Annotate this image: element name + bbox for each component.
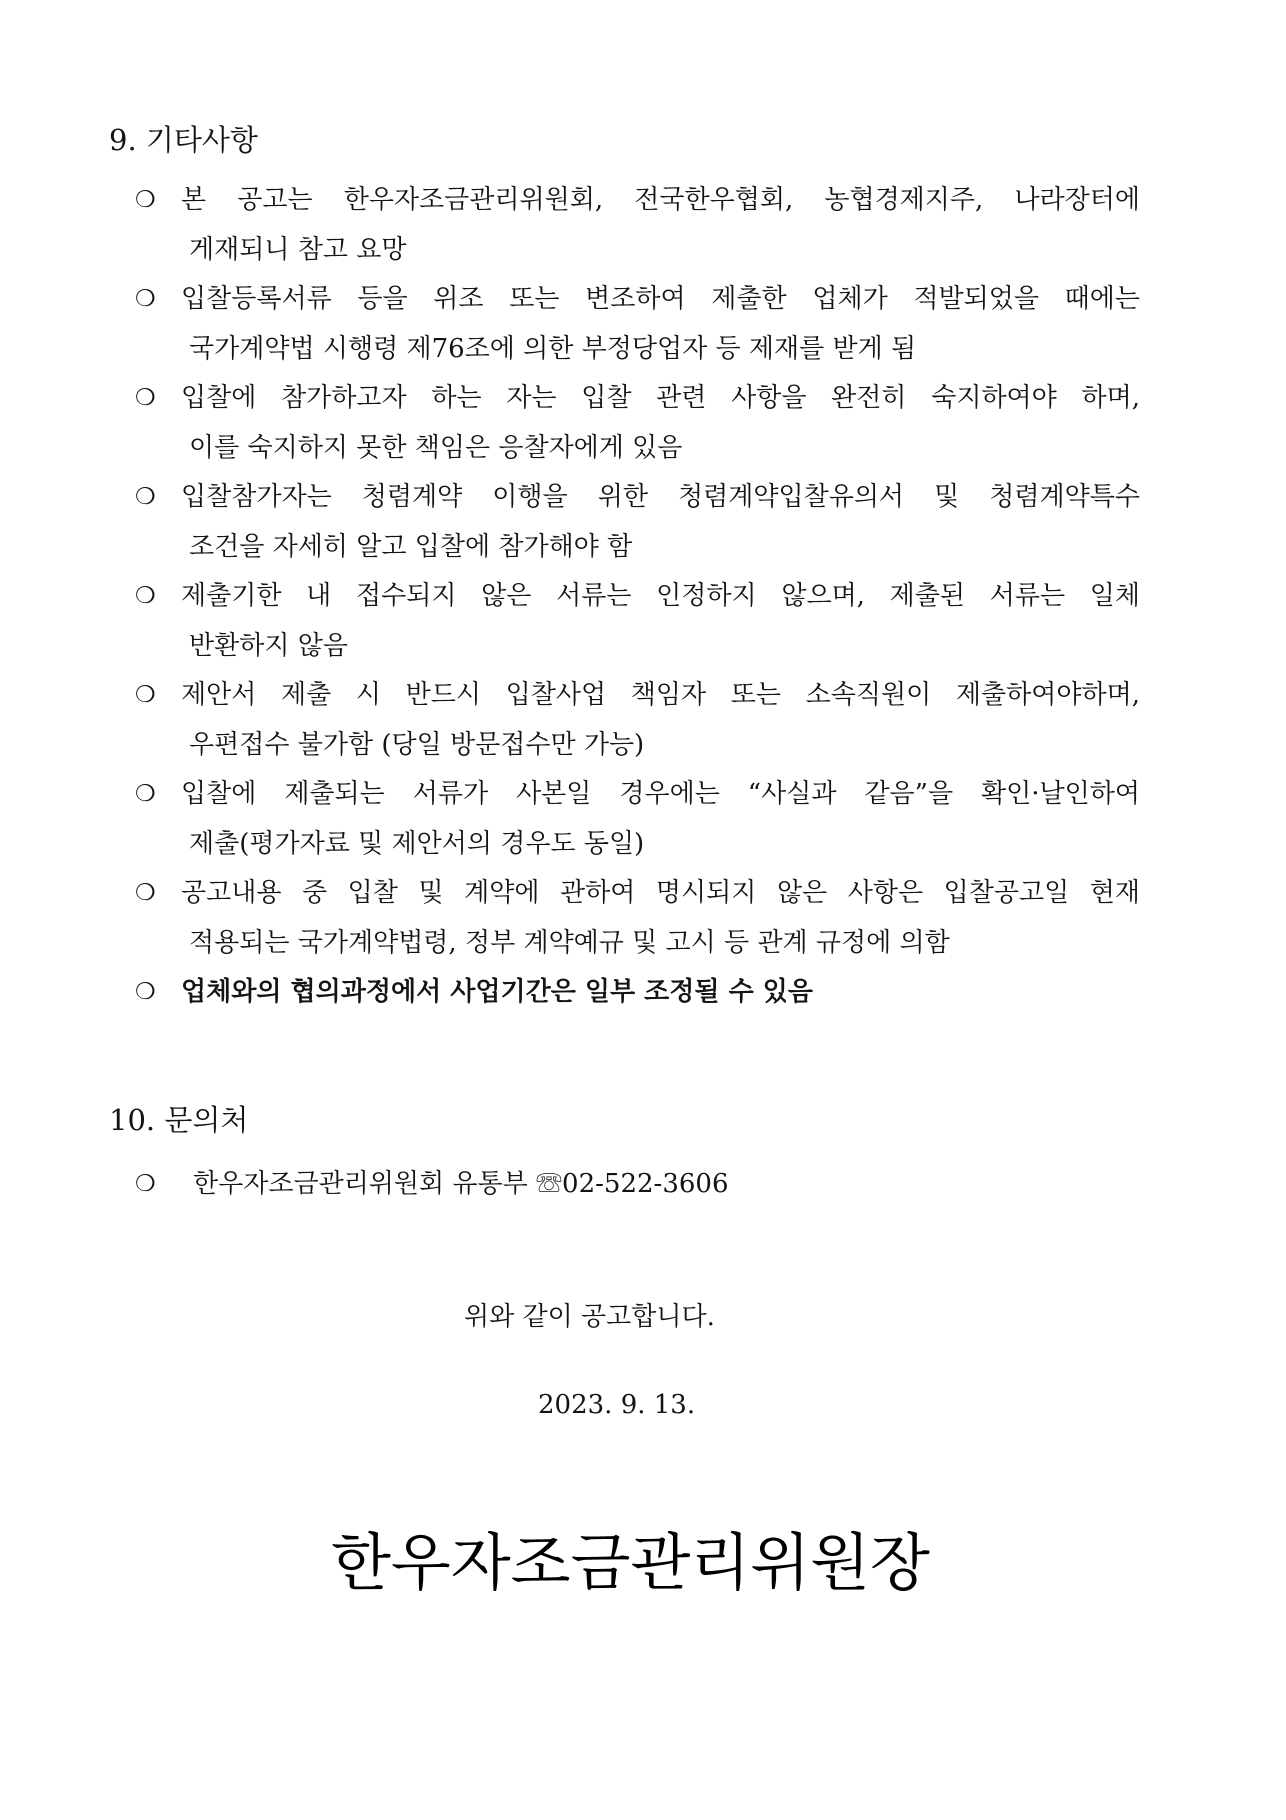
- item-text-line: 제출기한 내 접수되지 않은 서류는 인정하지 않으며, 제출된 서류는 일체: [181, 581, 1140, 611]
- list-item-emphasized: [135, 968, 1140, 1018]
- circle-bullet-icon: ❍: [135, 682, 156, 708]
- list-item: [135, 671, 1140, 770]
- item-text-line: 공고내용 중 입찰 및 계약에 관하여 명시되지 않은 사항은 입찰공고일 현재: [181, 878, 1140, 908]
- circle-bullet-icon: ❍: [135, 286, 156, 312]
- list-item: [135, 473, 1140, 572]
- item-text-line: 이를 숙지하지 못한 책임은 응찰자에게 있음: [189, 432, 683, 463]
- list-item: [135, 176, 1140, 275]
- item-text-line: 입찰에 참가하고자 하는 자는 입찰 관련 사항을 완전히 숙지하여야 하며,: [181, 383, 1140, 413]
- list-item: [135, 869, 1140, 968]
- item-text-line: 게재되니 참고 요망: [189, 234, 407, 265]
- section-heading-inquiries: 10. 문의처: [109, 1103, 249, 1137]
- item-text-line: 제출(평가자료 및 제안서의 경우도 동일): [189, 828, 645, 859]
- list-item: [135, 275, 1140, 374]
- circle-bullet-icon: ❍: [135, 979, 156, 1005]
- contact-text: 한우자조금관리위원회 유통부 ☏02-522-3606: [193, 1169, 729, 1199]
- circle-bullet-icon: ❍: [135, 187, 156, 213]
- circle-bullet-icon: ❍: [135, 484, 156, 510]
- item-text-line: 입찰에 제출되는 서류가 사본일 경우에는 “사실과 같음”을 확인·날인하여: [181, 779, 1140, 809]
- circle-bullet-icon: ❍: [135, 385, 156, 411]
- list-item: [135, 770, 1140, 869]
- list-item: [135, 374, 1140, 473]
- circle-bullet-icon: ❍: [135, 1171, 156, 1197]
- item-text-line: 우편접수 불가함 (당일 방문접수만 가능): [189, 729, 645, 760]
- circle-bullet-icon: ❍: [135, 781, 156, 807]
- item-text-line: 제안서 제출 시 반드시 입찰사업 책임자 또는 소속직원이 제출하여야하며,: [181, 680, 1140, 710]
- circle-bullet-icon: ❍: [135, 583, 156, 609]
- item-text-line: 본 공고는 한우자조금관리위원회, 전국한우협회, 농협경제지주, 나라장터에: [181, 185, 1140, 215]
- other-matters-list: [135, 176, 1140, 1018]
- announcement-date: 2023. 9. 13.: [538, 1390, 696, 1420]
- item-text-line: 반환하지 않음: [189, 630, 348, 661]
- item-text-line: 조건을 자세히 알고 입찰에 참가해야 함: [189, 531, 633, 562]
- item-text-line: 입찰등록서류 등을 위조 또는 변조하여 제출한 업체가 적발되었을 때에는: [181, 284, 1140, 314]
- list-item: [135, 572, 1140, 671]
- closing-statement: 위와 같이 공고합니다.: [464, 1302, 715, 1332]
- contact-line: [135, 1159, 729, 1209]
- section-heading-other-matters: 9. 기타사항: [109, 123, 258, 157]
- circle-bullet-icon: ❍: [135, 880, 156, 906]
- item-text-line: 국가계약법 시행령 제76조에 의한 부정당업자 등 제재를 받게 됨: [189, 333, 917, 364]
- item-text-line: 적용되는 국가계약법령, 정부 계약예규 및 고시 등 관계 규정에 의함: [189, 927, 950, 958]
- item-text-line: 입찰참가자는 청렴계약 이행을 위한 청렴계약입찰유의서 및 청렴계약특수: [181, 482, 1140, 512]
- item-text-line: 업체와의 협의과정에서 사업기간은 일부 조정될 수 있음: [181, 977, 813, 1007]
- signatory-title: 한우자조금관리위원장: [331, 1526, 930, 1599]
